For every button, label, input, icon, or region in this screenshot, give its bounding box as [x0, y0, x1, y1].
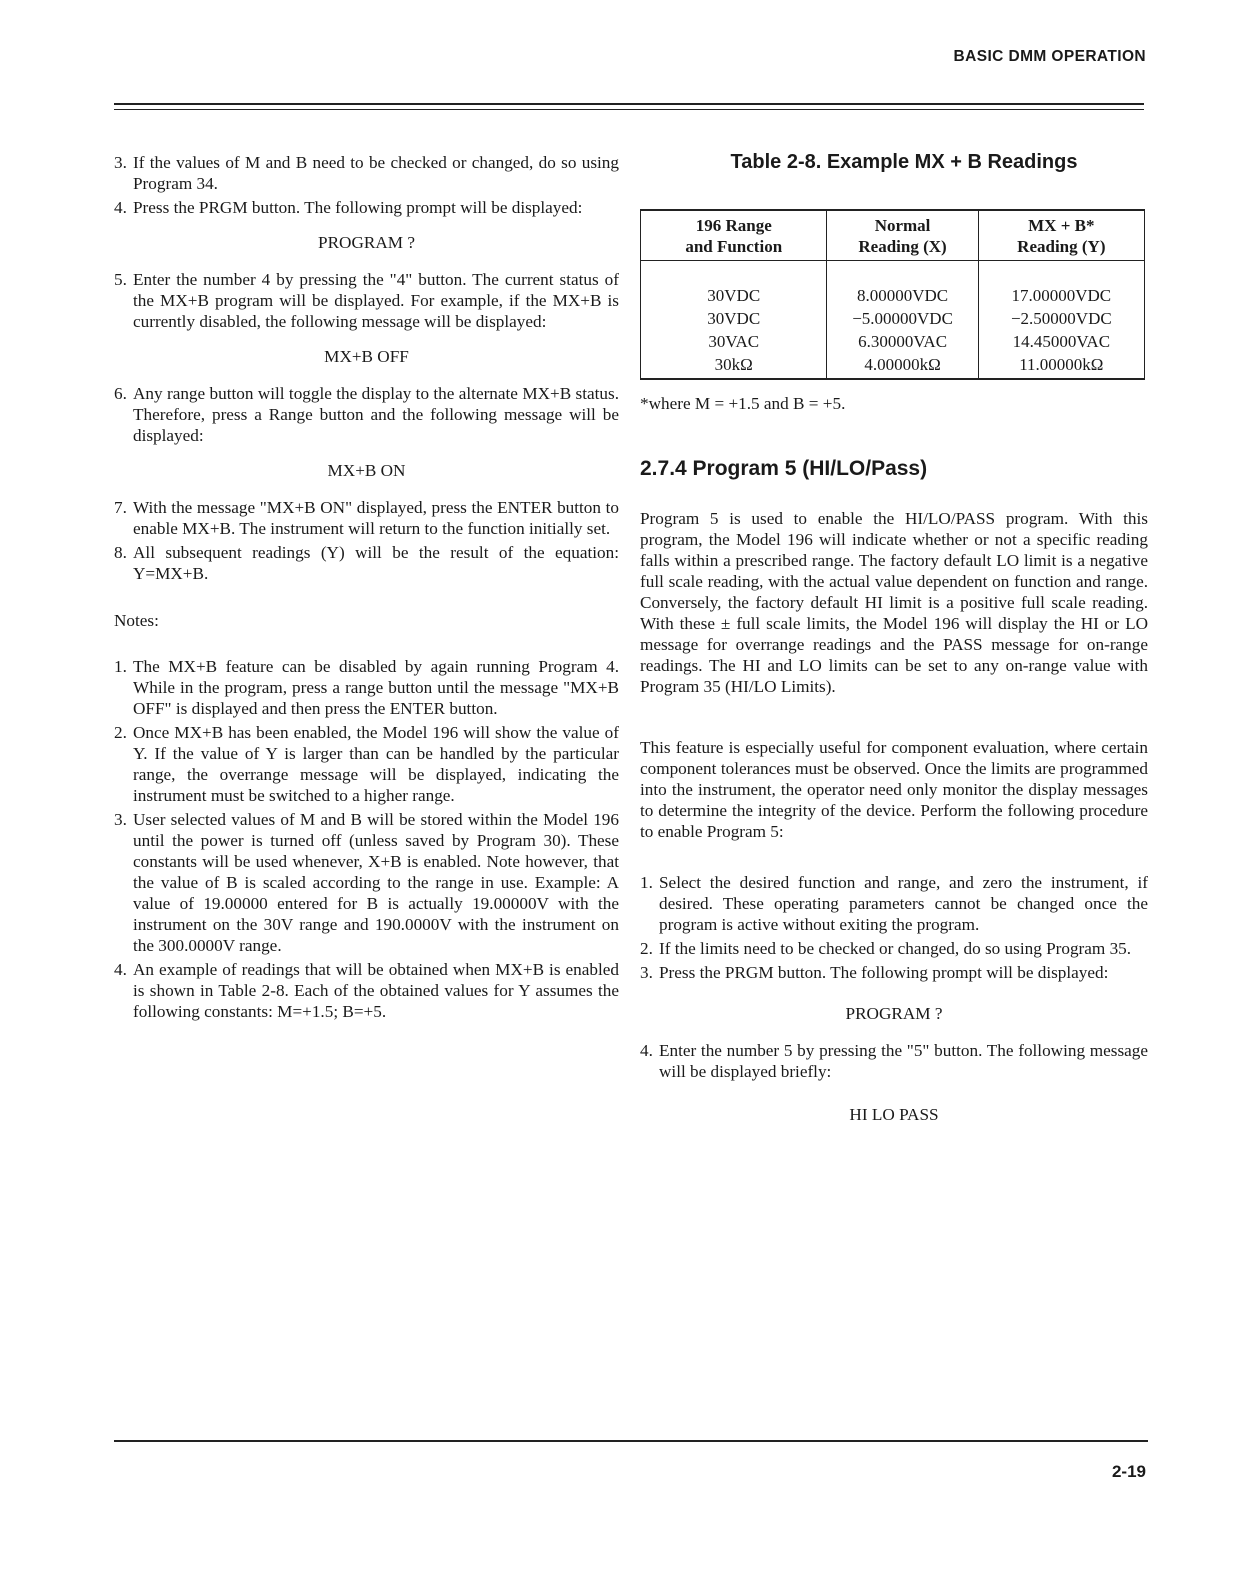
- cell-range: 30kΩ: [641, 353, 827, 379]
- item-text: An example of readings that will be obtained when MX+B is enabled is shown in Table 2-8. Each of the obtained values for Y assumes the following constants: M=+1.5; B=+5.: [133, 960, 619, 1021]
- display-message: PROGRAM ?: [318, 233, 415, 252]
- list-item: [114, 152, 619, 194]
- list-item: [114, 269, 619, 332]
- item-number: 2.: [114, 723, 127, 742]
- note-item: [114, 656, 619, 719]
- footer-rule: [114, 1440, 1148, 1442]
- list-item: [640, 1040, 1148, 1082]
- cell-range: 30VAC: [641, 330, 827, 353]
- item-number: 1.: [114, 657, 127, 676]
- item-text: Any range button will toggle the display to the alternate MX+B status. Therefore, press a Range button and the following message will be displayed:: [133, 384, 619, 445]
- cell-mxb: −2.50000VDC: [978, 307, 1144, 330]
- item-text: User selected values of M and B will be stored within the Model 196 until the power is turned off (unless saved by Program 30). These constants will be used whenever, X+B is enabled. Note however, that the value of B is scaled according to the range in use. Example: A value of 19.00000 entered for B is actually 19.00000V with the instrument on the 30V range and 190.0000V with the instrument on the 300.0000V range.: [133, 810, 619, 955]
- item-text: Press the PRGM button. The following prompt will be displayed:: [133, 198, 583, 217]
- display-message: MX+B OFF: [324, 347, 409, 366]
- item-number: 3.: [114, 153, 127, 172]
- item-text: Once MX+B has been enabled, the Model 196 will show the value of Y. If the value of Y is larger than can be handled by the particular range, the overrange message will be displayed, indicating the instrument must be switched to a higher range.: [133, 723, 619, 805]
- section-heading: 2.7.4 Program 5 (HI/LO/Pass): [640, 457, 928, 480]
- item-number: 3.: [640, 963, 653, 982]
- list-item: [114, 542, 619, 584]
- list-item: [640, 872, 1148, 935]
- item-text: Enter the number 5 by pressing the "5" button. The following message will be displayed briefly:: [659, 1041, 1148, 1081]
- table-title: Table 2-8. Example MX + B Readings: [730, 151, 1078, 173]
- item-number: 4.: [114, 198, 127, 217]
- column-header-range: [641, 210, 827, 261]
- header-line: 196 Range: [695, 216, 772, 235]
- table-footnote: *where M = +1.5 and B = +5.: [640, 394, 846, 413]
- header-line: Reading (X): [858, 237, 947, 256]
- cell-normal: −5.00000VDC: [827, 307, 978, 330]
- item-text: Select the desired function and range, and zero the instrument, if desired. These operating parameters cannot be changed once the program is active without exiting the program.: [659, 873, 1148, 934]
- item-text: All subsequent readings (Y) will be the result of the equation: Y=MX+B.: [133, 543, 619, 583]
- list-item: [640, 962, 1148, 983]
- list-item: [114, 197, 619, 218]
- page-header: BASIC DMM OPERATION: [953, 48, 1146, 65]
- readings-table: [640, 209, 1145, 380]
- item-text: With the message "MX+B ON" displayed, press the ENTER button to enable MX+B. The instrument will return to the function initially set.: [133, 498, 619, 538]
- cell-normal: 8.00000VDC: [827, 261, 978, 308]
- display-message: HI LO PASS: [849, 1105, 939, 1124]
- cell-range: 30VDC: [641, 307, 827, 330]
- cell-normal: 4.00000kΩ: [827, 353, 978, 379]
- item-number: 1.: [640, 873, 653, 892]
- item-text: The MX+B feature can be disabled by again running Program 4. While in the program, press a range button until the message "MX+B OFF" is displayed and then press the ENTER button.: [133, 657, 619, 718]
- header-rule: [114, 103, 1144, 105]
- left-column: [114, 152, 619, 1025]
- notes-title: Notes:: [114, 611, 159, 630]
- note-item: [114, 959, 619, 1022]
- display-message: PROGRAM ?: [845, 1004, 943, 1023]
- item-text: Press the PRGM button. The following prompt will be displayed:: [659, 963, 1109, 982]
- table-row: [641, 261, 1145, 308]
- item-text: Enter the number 4 by pressing the "4" button. The current status of the MX+B program will be displayed. For example, if the MX+B is currently disabled, the following message will be displayed:: [133, 270, 619, 331]
- page-number: 2-19: [1111, 1462, 1146, 1481]
- column-header-mxb: [978, 210, 1144, 261]
- table-row: [641, 353, 1145, 379]
- list-item: [114, 383, 619, 446]
- list-item: [114, 497, 619, 539]
- table-row: [641, 307, 1145, 330]
- item-number: 4.: [114, 960, 127, 979]
- item-number: 8.: [114, 543, 127, 562]
- cell-range: 30VDC: [641, 261, 827, 308]
- item-number: 3.: [114, 810, 127, 829]
- cell-normal: 6.30000VAC: [827, 330, 978, 353]
- item-number: 2.: [640, 939, 653, 958]
- note-item: [114, 809, 619, 956]
- paragraph: This feature is especially useful for component evaluation, where certain component tolerances must be observed. Once the limits are programmed into the instrument, the operator need only monitor the display messages to determine the integrity of the device. Perform the following procedure to enable Program 5:: [640, 738, 1148, 841]
- cell-mxb: 17.00000VDC: [978, 261, 1144, 308]
- item-number: 7.: [114, 498, 127, 517]
- list-item: [640, 938, 1148, 959]
- header-line: Normal: [874, 216, 931, 235]
- header-line: MX + B*: [1028, 216, 1095, 235]
- right-column: [640, 152, 1148, 1141]
- item-text: If the values of M and B need to be checked or changed, do so using Program 34.: [133, 153, 619, 193]
- header-line: and Function: [685, 237, 783, 256]
- table-row: [641, 330, 1145, 353]
- cell-mxb: 14.45000VAC: [978, 330, 1144, 353]
- note-item: [114, 722, 619, 806]
- column-header-normal: [827, 210, 978, 261]
- item-text: If the limits need to be checked or changed, do so using Program 35.: [659, 939, 1132, 958]
- display-message: MX+B ON: [327, 461, 406, 480]
- item-number: 6.: [114, 384, 127, 403]
- paragraph: Program 5 is used to enable the HI/LO/PASS program. With this program, the Model 196 will indicate whether or not a specific reading falls within a prescribed range. The factory default LO limit is a negative full scale reading, with the actual value dependent on function and range. Conversely, the factory default HI limit is a positive full scale reading. With these ± full scale limits, the Model 196 will display the HI or LO message for overrange readings and the PASS message for on-range readings. The HI and LO limits can be set to any on-range value with Program 35 (HI/LO Limits).: [640, 509, 1148, 696]
- cell-mxb: 11.00000kΩ: [978, 353, 1144, 379]
- header-line: Reading (Y): [1017, 237, 1106, 256]
- table-header-row: [641, 210, 1145, 261]
- header-rule-thin: [114, 109, 1144, 110]
- item-number: 4.: [640, 1041, 653, 1060]
- item-number: 5.: [114, 270, 127, 289]
